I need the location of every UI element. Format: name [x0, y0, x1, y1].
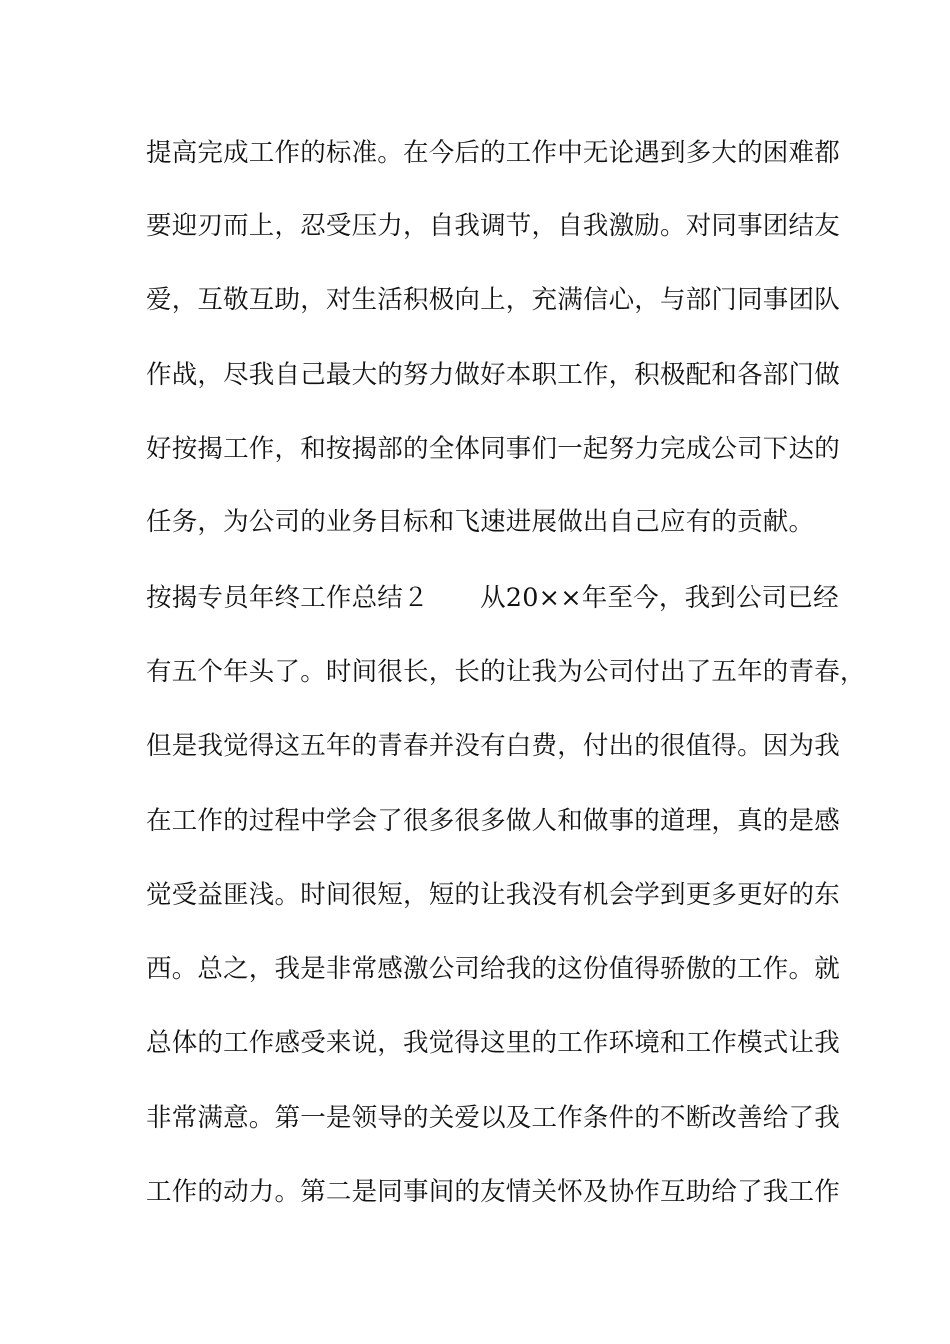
section-heading-line: 按揭专员年终工作总结２ 从20××年至今，我到公司已经	[146, 583, 839, 613]
text-line: 作战，尽我自己最大的努力做好本职工作，积极配和各部门做	[146, 360, 840, 390]
text-line: 提高完成工作的标准。在今后的工作中无论遇到多大的困难都	[146, 138, 840, 168]
text-line: 爱，互敬互助，对生活积极向上，充满信心，与部门同事团队	[146, 285, 840, 315]
text-line: 西。总之，我是非常感激公司给我的这份值得骄傲的工作。就	[146, 954, 840, 984]
text-line: 但是我觉得这五年的青春并没有白费，付出的很值得。因为我	[146, 731, 840, 761]
text-line: 有五个年头了。时间很长，长的让我为公司付出了五年的青春，	[146, 657, 866, 687]
text-line: 觉受益匪浅。时间很短，短的让我没有机会学到更多更好的东	[146, 880, 840, 910]
text-line: 非常满意。第一是领导的关爱以及工作条件的不断改善给了我	[146, 1103, 840, 1133]
text-line: 总体的工作感受来说，我觉得这里的工作环境和工作模式让我	[146, 1028, 840, 1058]
text-line: 在工作的过程中学会了很多很多做人和做事的道理，真的是感	[146, 806, 840, 836]
text-line: 任务，为公司的业务目标和飞速进展做出自己应有的贡献。	[146, 507, 815, 537]
text-line: 好按揭工作，和按揭部的全体同事们一起努力完成公司下达的	[146, 434, 840, 464]
text-line: 工作的动力。第二是同事间的友情关怀及协作互助给了我工作	[146, 1177, 840, 1207]
text-line: 要迎刃而上，忍受压力，自我调节，自我激励。对同事团结友	[146, 211, 840, 241]
